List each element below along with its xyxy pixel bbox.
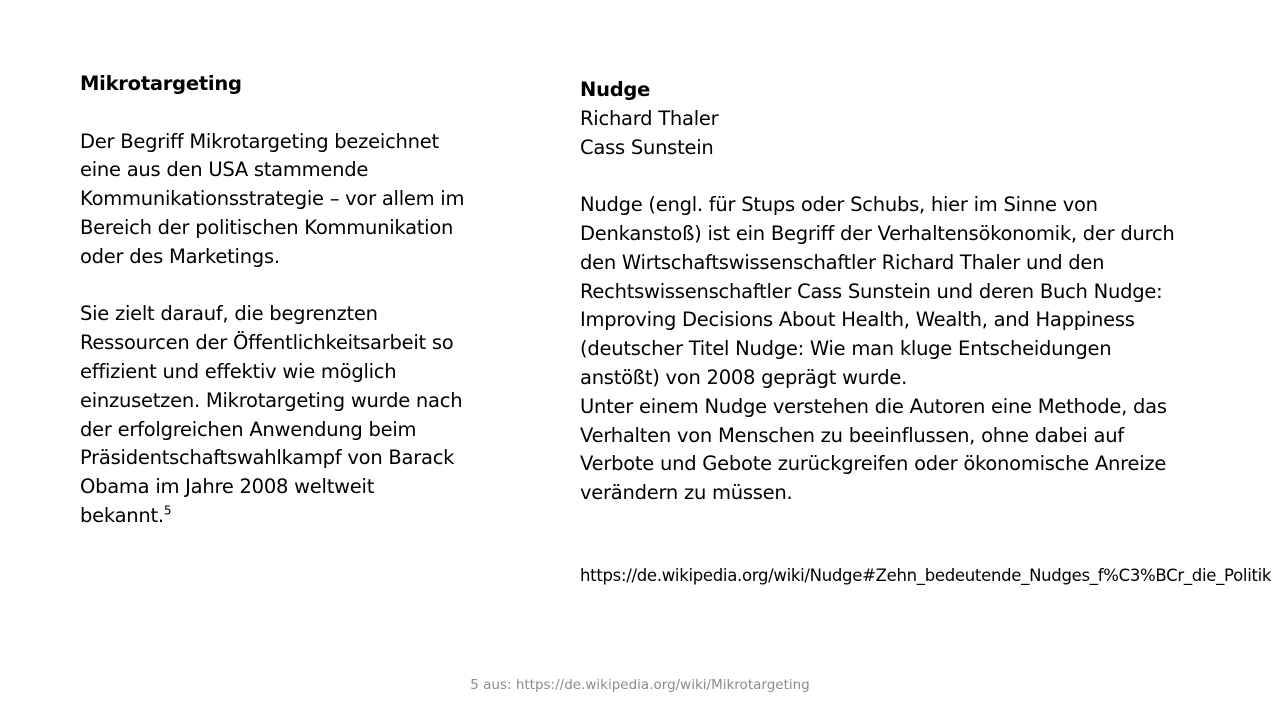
text-line-last — [80, 502, 490, 531]
text-line: einzusetzen. Mikrotargeting wurde nach — [80, 388, 463, 412]
spacer — [580, 162, 1260, 191]
mikrotargeting-text-block — [80, 70, 490, 531]
mikrotargeting-heading: Mikrotargeting — [80, 72, 242, 95]
mikrotargeting-paragraph-2 — [80, 300, 490, 530]
text-line: Bereich der politischen Kommunikation — [80, 215, 454, 239]
text-line: eine aus den USA stammende — [80, 158, 369, 182]
text-line: den Wirtschaftswissenschaftler Richard Thaler und den — [580, 250, 1105, 274]
text-line: Rechtswissenschaftler Cass Sunstein und deren Buch Nudge: — [580, 279, 1163, 303]
text-line: Improving Decisions About Health, Wealth, and Happiness — [580, 308, 1135, 332]
nudge-text-block — [580, 76, 1260, 508]
footnote: 5 aus: https://de.wikipedia.org/wiki/Mikrotargeting — [470, 677, 810, 693]
author-name: Cass Sunstein — [580, 135, 714, 159]
author-name: Richard Thaler — [580, 106, 719, 130]
nudge-paragraph-1 — [580, 191, 1260, 393]
text-line: Obama im Jahre 2008 weltweit — [80, 475, 375, 499]
text-line: (deutscher Titel Nudge: Wie man kluge Entscheidungen — [580, 337, 1112, 361]
text-line: Kommunikationsstrategie – vor allem im — [80, 187, 465, 211]
nudge-heading: Nudge — [580, 78, 651, 101]
text-line: Verhalten von Menschen zu beeinflussen, ohne dabei auf — [580, 423, 1124, 447]
text-line: oder des Marketings. — [80, 244, 280, 268]
text-line: der erfolgreichen Anwendung beim — [80, 417, 417, 441]
footnote-reference: 5 — [163, 503, 172, 518]
text-line: Ressourcen der Öffentlichkeitsarbeit so — [80, 331, 454, 355]
nudge-paragraph-2 — [580, 393, 1260, 508]
text-line: Nudge (engl. für Stups oder Schubs, hier im Sinne von — [580, 193, 1098, 217]
spacer — [80, 272, 490, 301]
nudge-source-url: https://de.wikipedia.org/wiki/Nudge#Zehn_bedeutende_Nudges_f%C3%BCr_die_Politik — [580, 566, 1272, 585]
text-line: Der Begriff Mikrotargeting bezeichnet — [80, 129, 439, 153]
mikrotargeting-paragraph-1 — [80, 128, 490, 272]
text-line: effizient und effektiv wie möglich — [80, 359, 397, 383]
text-line: Verbote und Gebote zurückgreifen oder ökonomische Anreize — [580, 452, 1167, 476]
text-line: Denkanstoß) ist ein Begriff der Verhaltensökonomik, der durch — [580, 221, 1175, 245]
text-line: Sie zielt darauf, die begrenzten — [80, 302, 378, 326]
text-fragment: bekannt. — [80, 503, 164, 527]
text-line: anstößt) von 2008 geprägt wurde. — [580, 365, 908, 389]
spacer — [80, 99, 490, 128]
text-line: Unter einem Nudge verstehen die Autoren eine Methode, das — [580, 394, 1167, 418]
text-line: Präsidentschaftswahlkampf von Barack — [80, 446, 455, 470]
text-line: verändern zu müssen. — [580, 481, 793, 505]
